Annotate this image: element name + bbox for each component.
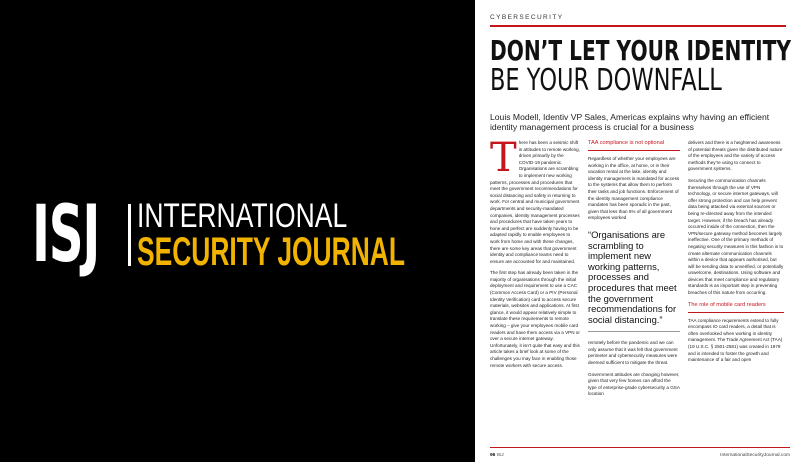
section-tag: CYBERSECURITY xyxy=(490,14,564,21)
column-2 xyxy=(588,140,680,403)
paragraph: remotely before the pandemic and we can only assume that it was felt that government perimeter and cybersecurity measures were deemed sufficient to mitigate the threat. xyxy=(588,340,678,366)
paragraph xyxy=(490,135,580,265)
standfirst: Louis Modell, Identiv VP Sales, Americas explains why having an efficient identity management process is crucial for a business xyxy=(490,112,770,132)
footer-rule xyxy=(490,447,790,448)
isj-logo xyxy=(32,190,543,280)
paragraph: Regardless of whether your employees are working in the office, at home, or in their vacation rental at the lake, identity and identity management is mandated for access to the systems that allow them to perform their tasks and job functions. Enforcement of the identity management compliance mandates has been sporadic in the past, given that less than 5% of all government employees worked xyxy=(588,156,680,221)
footer-left xyxy=(490,453,504,458)
column-1 xyxy=(490,135,580,374)
footer-brand: ISJ xyxy=(496,453,504,458)
article-body xyxy=(490,135,790,440)
section-rule xyxy=(490,25,786,27)
drop-cap: T xyxy=(490,135,517,181)
paragraph: delivers and there is a heightened awareness of potential threats given the distributed nature of the employees and the variety of access methods they’re using to connect to government systems. xyxy=(688,140,783,172)
pull-quote: “Organisations are scrambling to implement new working patterns, processes and procedures that meet the government recommendations for social distancing.” xyxy=(588,230,680,332)
logo-isj-letters: ISJ xyxy=(32,190,100,280)
subheading: TAA compliance is not optional xyxy=(588,140,680,151)
column-3 xyxy=(688,140,784,369)
paragraph: Securing the communication channels themselves through the use of VPN technology, or secure internet gateways, will offer strong protection and can help prevent data being attacked via external sources or being re-directed away from the intended target. However, if the breach has already occurred inside of the connection, then the VPN/secure gateway method becomes largely ineffective. One of the primary methods of negating security measures in this fashion is to create alternate communication channels within a device that appears authorised, but will be sending data to unverified, or potentially unwelcome, destinations. Using software and devices that meet compliance and regulatory standards is an important step in preventing breaches of this nature from occurring. xyxy=(688,177,784,296)
page-footer xyxy=(490,453,790,458)
paragraph: Government attitudes are changing however, given that very few homes can afford the type of enterprise-grade cybersecurity a GSA location xyxy=(588,371,680,397)
footer-url[interactable]: InternationalSecurityJournal.com xyxy=(720,453,790,458)
logo-international: INTERNATIONAL xyxy=(137,197,348,235)
logo-security-journal: SECURITY JOURNAL xyxy=(137,230,405,274)
article-page xyxy=(475,0,800,462)
headline-line-1: DON’T LET YOUR IDENTITY xyxy=(490,34,791,67)
paragraph: TAA compliance requirements extend to fully encompass IO card readers, a detail that is often overlooked when working in identity management. The Trade Agreement Act (TAA) (19 U.S.C. § 2501-2581) was created in 1979 and is intended to foster the growth and maintenance of a fair and open xyxy=(688,317,783,363)
paragraph-text: here has been a seismic shift in attitudes to remote working, driven primarily by the COVID-19 pandemic. Organisations are scrambling to implement new working patterns, processes and procedures that meet the government recommendations for social distancing and safety in returning to work. For central and municipal government departments and security-mandated companies, identity management processes and procedures that have taken years to hone and perfect are suddenly having to be adapted rapidly to enable employees to work from home and with these changes, there are some key areas that government identity and compliance teams need to ensure are accounted for and maintained. xyxy=(490,140,580,264)
subheading: The role of mobile card readers xyxy=(688,302,784,313)
logo-divider xyxy=(128,204,131,266)
paragraph: The first step has already been taken in the majority of organisations through the initial deployment and requirement to use a CAC (Common Access Card) or a PIV (Personal Identity Verification) card to access secure materials, websites and applications. At first glance, it would appear relatively simple to translate these requirements to remote working – give your employees mobile card readers and have them access via a VPN or over a secure internet gateway. Unfortunately, it isn’t quite that easy and this article takes a brief look at some of the challenges you may face in enabling those remote workers with secure access. xyxy=(490,270,580,368)
headline-line-2: BE YOUR DOWNFALL xyxy=(490,63,722,98)
page-number: 96 xyxy=(490,453,496,458)
